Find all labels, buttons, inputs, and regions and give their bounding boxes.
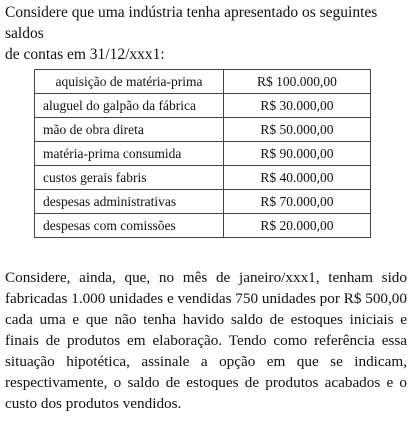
question-line-2: fabricadas 1.000 unidades e vendidas 750 unidades por R$ 500,00 xyxy=(5,290,407,307)
account-name-cell: matéria-prima consumida xyxy=(35,142,224,166)
account-balances-table xyxy=(34,69,371,238)
table-row xyxy=(35,70,371,94)
question-line-4: de produtos em elaboração. Tendo como referência essa situação xyxy=(5,332,407,370)
amount-cell: R$ 90.000,00 xyxy=(224,142,371,166)
account-name-cell: custos gerais fabris xyxy=(35,166,224,190)
table-row xyxy=(35,118,371,142)
intro-line-2: de contas em 31/12/xxx1: xyxy=(5,46,165,63)
table-row xyxy=(35,94,371,118)
intro-line-1: Considere que uma indústria tenha apresentado os seguintes saldos xyxy=(5,4,378,42)
amount-cell: R$ 100.000,00 xyxy=(224,70,371,94)
amount-cell: R$ 20.000,00 xyxy=(224,214,371,238)
amount-cell: R$ 70.000,00 xyxy=(224,190,371,214)
account-name-cell: mão de obra direta xyxy=(35,118,224,142)
question-paragraph xyxy=(5,267,407,414)
amount-cell: R$ 50.000,00 xyxy=(224,118,371,142)
question-line-1: Considere, ainda, que, no mês de janeiro/xxx1, tenham sido xyxy=(5,269,407,286)
table-row xyxy=(35,190,371,214)
table-row xyxy=(35,166,371,190)
question-line-6: saldo de estoques de produtos acabados e o custo dos produtos xyxy=(5,374,408,412)
question-line-5: hipotética, assinale a opção em que se indicam, respectivamente, o xyxy=(5,353,407,391)
account-name-cell: despesas administrativas xyxy=(35,190,224,214)
table-row xyxy=(35,214,371,238)
question-line-3: cada uma e que não tenha havido saldo de estoques iniciais e finais xyxy=(5,311,407,349)
account-name-cell: aquisição de matéria-prima xyxy=(35,70,224,94)
question-line-7: vendidos. xyxy=(122,395,182,412)
intro-paragraph xyxy=(5,2,405,65)
table-row xyxy=(35,142,371,166)
account-name-cell: aluguel do galpão da fábrica xyxy=(35,94,224,118)
amount-cell: R$ 40.000,00 xyxy=(224,166,371,190)
account-name-cell: despesas com comissões xyxy=(35,214,224,238)
amount-cell: R$ 30.000,00 xyxy=(224,94,371,118)
